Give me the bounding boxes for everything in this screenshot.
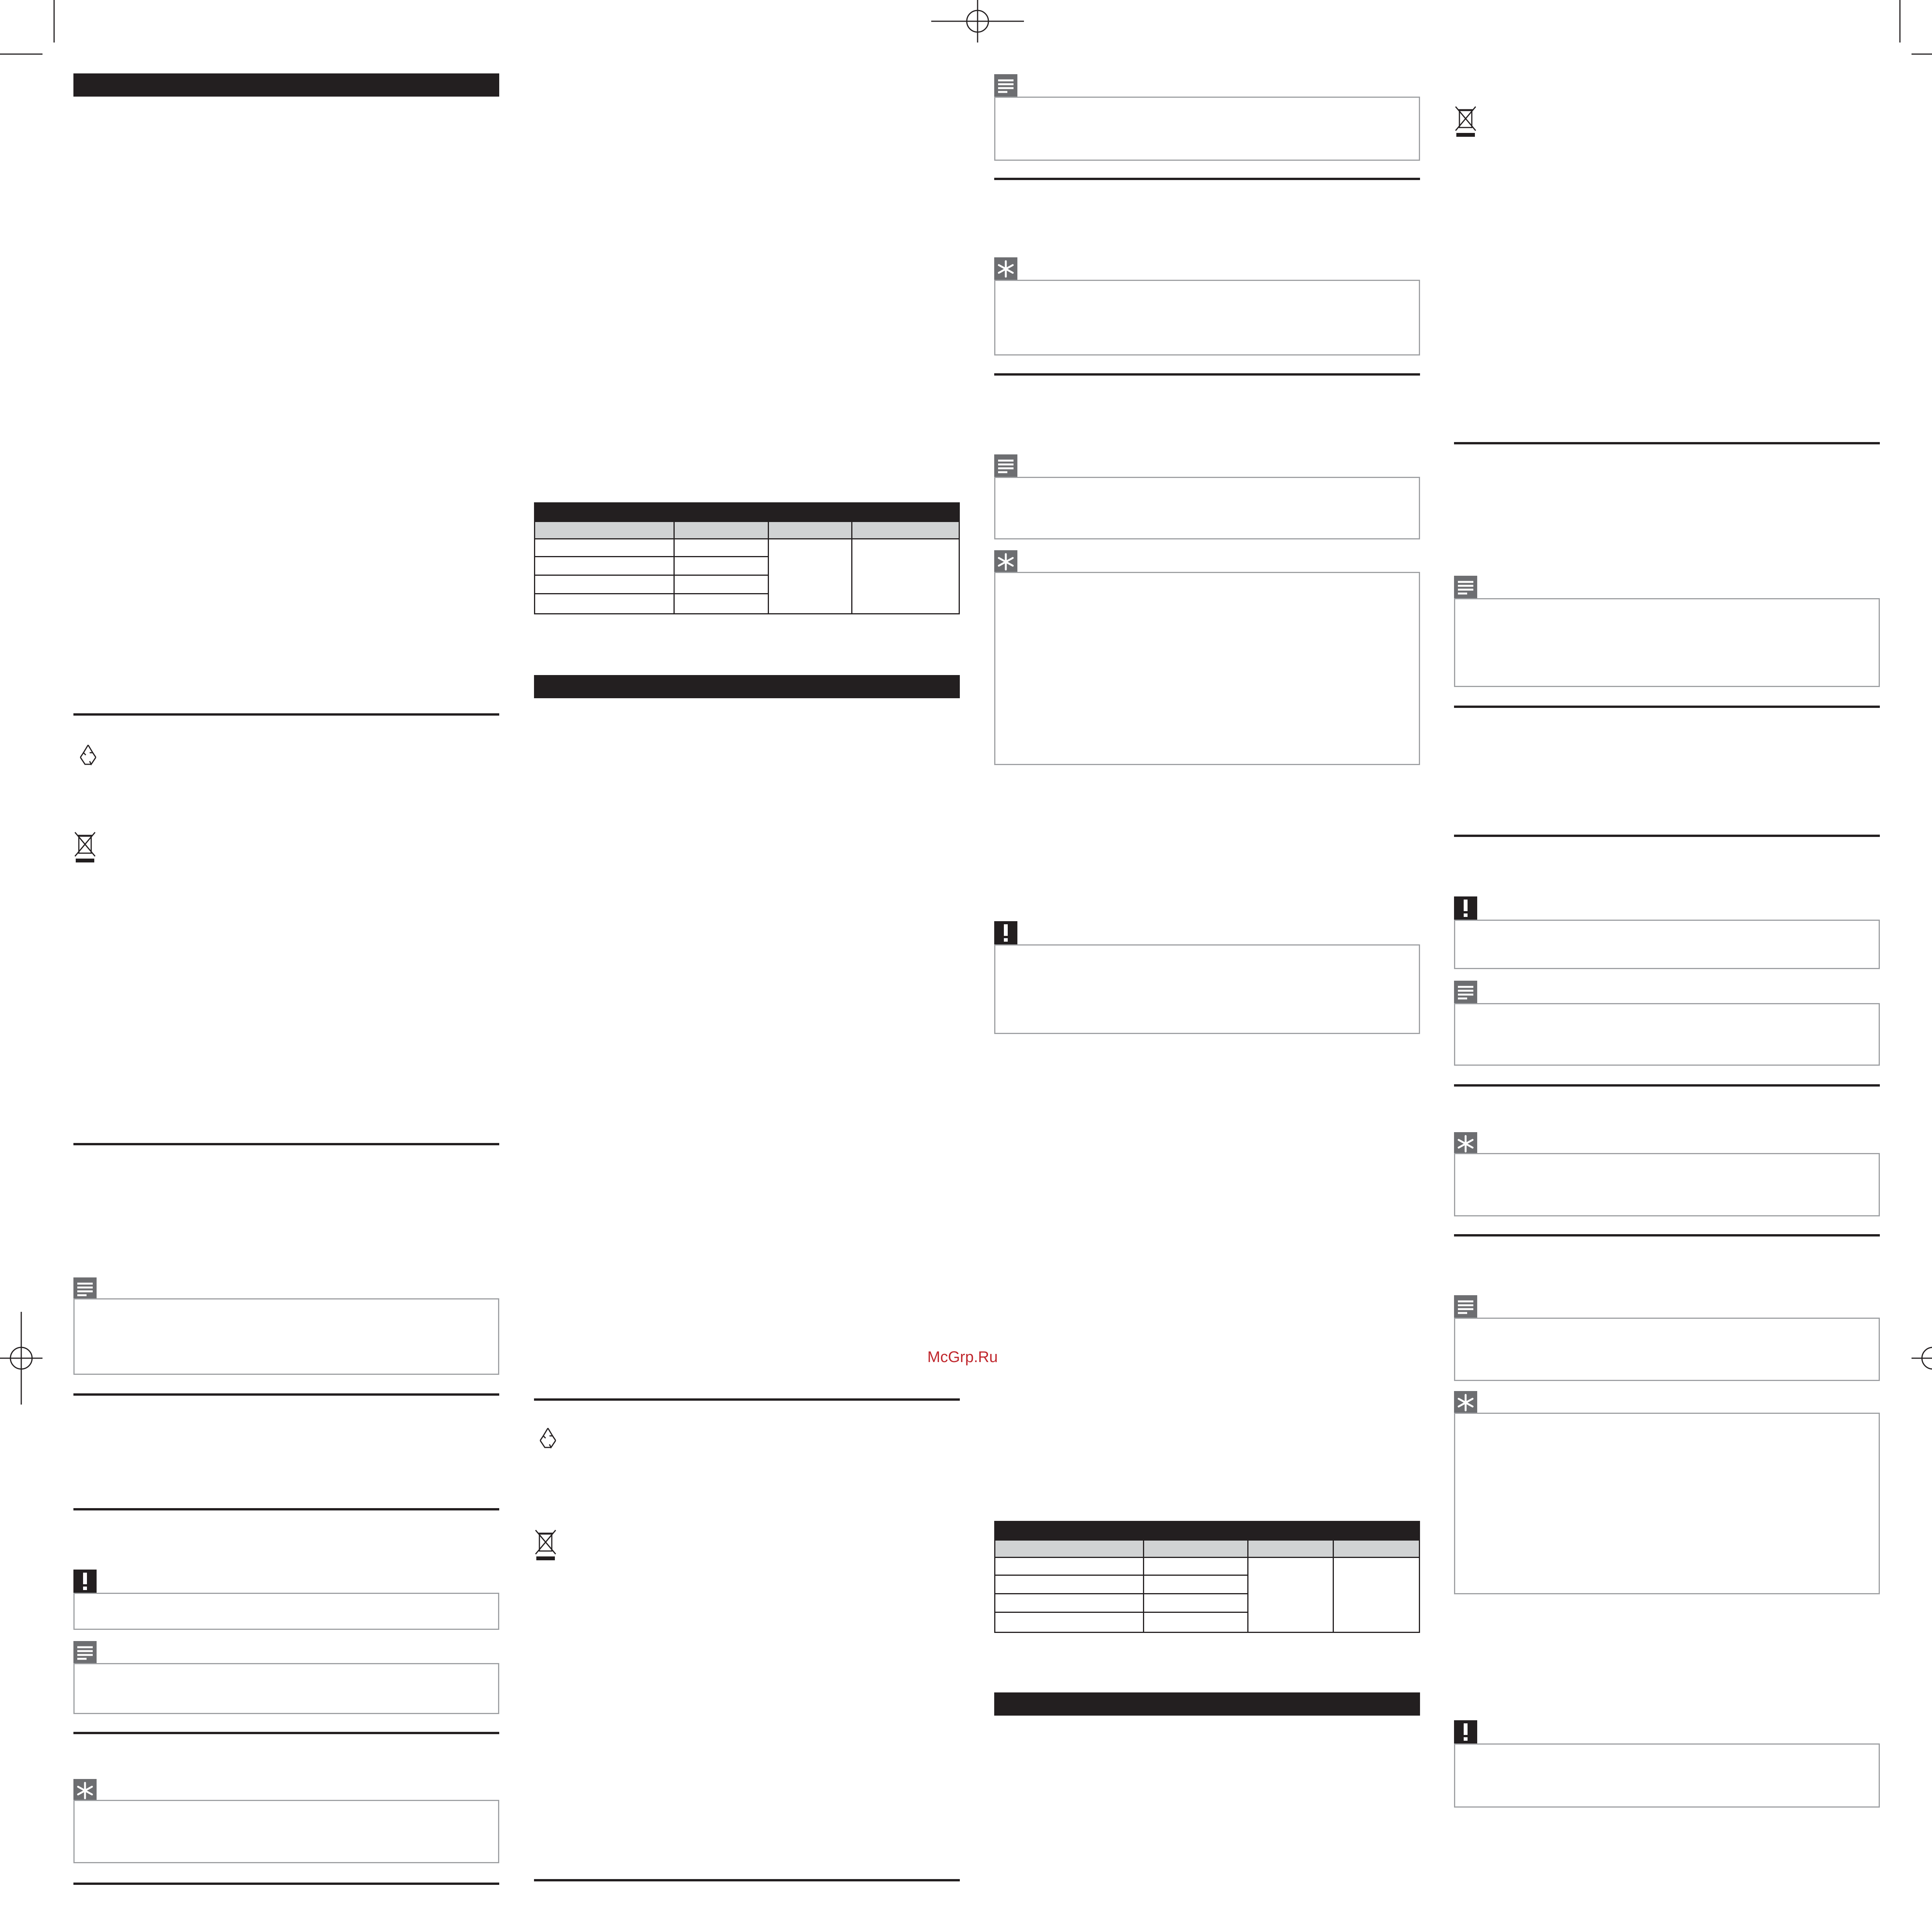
spec-table: [534, 502, 960, 614]
note-icon: [1454, 981, 1477, 1004]
note-box: [73, 1298, 499, 1375]
note-icon: [73, 1277, 97, 1301]
section-rule: [994, 373, 1420, 376]
crop-mark-top-right: [1896, 0, 1932, 58]
crossed-bin-icon: [1454, 105, 1477, 138]
tip-icon: [994, 257, 1017, 281]
recycle-icon: [76, 742, 100, 767]
warning-box: [1454, 920, 1880, 969]
note-icon: [1454, 1295, 1477, 1318]
section-header-bar: [73, 73, 499, 97]
section-header-bar: [994, 1692, 1420, 1716]
tip-icon: [73, 1779, 97, 1802]
tip-icon: [1454, 1391, 1477, 1414]
warning-icon: [994, 921, 1017, 944]
crossed-bin-icon: [534, 1529, 557, 1561]
tip-box: [994, 280, 1420, 355]
tip-box: [994, 572, 1420, 765]
section-rule: [994, 178, 1420, 180]
registration-mark-left: [0, 1312, 43, 1405]
section-rule: [534, 1879, 960, 1881]
registration-mark-right: [1912, 1312, 1932, 1405]
warning-icon: [73, 1570, 97, 1593]
table-subheader: [995, 1541, 1419, 1558]
section-rule: [1454, 835, 1880, 837]
note-box: [994, 477, 1420, 539]
note-box: [1454, 598, 1880, 687]
section-rule: [1454, 1234, 1880, 1236]
section-rule: [73, 1143, 499, 1145]
note-icon: [994, 454, 1017, 478]
note-box: [994, 97, 1420, 161]
warning-icon: [1454, 1720, 1477, 1743]
tip-icon: [1454, 1132, 1477, 1155]
recycle-icon: [536, 1425, 560, 1450]
section-rule: [1454, 442, 1880, 444]
warning-icon: [1454, 896, 1477, 920]
tip-box: [73, 1800, 499, 1863]
section-rule: [73, 1393, 499, 1396]
section-header-bar: [534, 675, 960, 698]
tip-box: [1454, 1413, 1880, 1594]
note-box: [1454, 1003, 1880, 1066]
note-icon: [73, 1641, 97, 1664]
section-rule: [73, 1508, 499, 1510]
section-rule: [1454, 1084, 1880, 1087]
registration-mark-top: [931, 0, 1024, 43]
note-box: [73, 1663, 499, 1714]
section-rule: [73, 713, 499, 716]
crop-mark-top-left: [0, 0, 58, 58]
warning-box: [73, 1593, 499, 1630]
table-header: [535, 503, 959, 522]
note-icon: [1454, 576, 1477, 599]
table-header: [995, 1522, 1419, 1541]
spec-table: [994, 1521, 1420, 1633]
table-subheader: [535, 522, 959, 539]
note-box: [1454, 1318, 1880, 1381]
tip-icon: [994, 550, 1017, 573]
tip-box: [1454, 1153, 1880, 1216]
warning-box: [1454, 1743, 1880, 1808]
section-rule: [73, 1883, 499, 1885]
crossed-bin-icon: [73, 831, 97, 863]
warning-box: [994, 944, 1420, 1034]
section-rule: [1454, 706, 1880, 708]
section-rule: [73, 1732, 499, 1734]
section-rule: [534, 1398, 960, 1401]
note-icon: [994, 74, 1017, 97]
watermark: McGrp.Ru: [927, 1349, 998, 1366]
